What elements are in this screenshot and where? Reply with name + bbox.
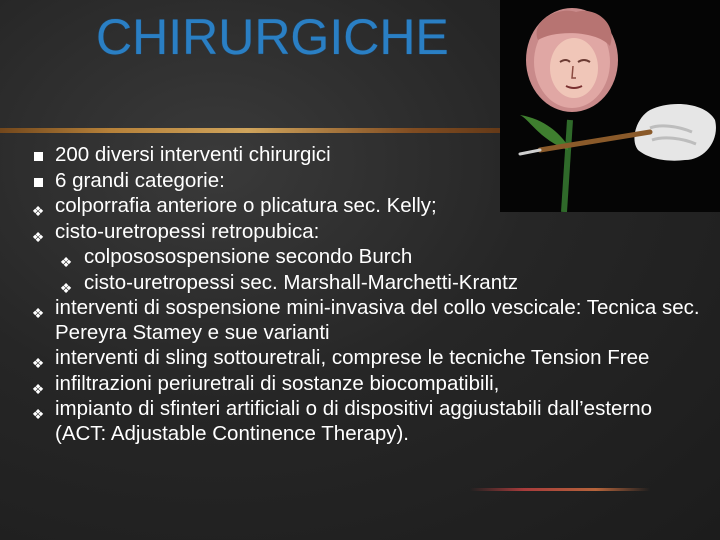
title-divider [0,128,550,133]
list-item-text: 200 diversi interventi chirurgici [55,143,331,166]
check-bullet-icon: ❖ [59,279,73,296]
list-item [28,220,708,245]
list-item [28,346,708,371]
list-item [28,194,708,219]
list-item [28,271,708,296]
list-item-text: colporrafia anteriore o plicatura sec. Kelly; [55,194,437,217]
list-item-text: impianto di sfinteri artificiali o di dispositivi aggiustabili dall’esterno (ACT: Adjustable Continence Therapy). [55,397,653,445]
check-bullet-icon: ❖ [31,305,45,321]
list-item [28,169,708,194]
page-title: CHIRURGICHE [96,9,449,65]
square-bullet-icon [28,169,48,195]
list-item-text: cisto-uretropessi sec. Marshall-Marchetti-Krantz [84,270,519,294]
square-bullet-icon [28,143,48,169]
check-bullet-icon: ❖ [59,254,73,270]
list-item [28,296,708,345]
decorative-divider [470,488,650,491]
check-bullet-icon: ❖ [31,355,45,371]
check-bullet-icon: ❖ [31,406,45,422]
list-item-text: interventi di sling sottouretrali, comprese le tecniche Tension Free [55,346,650,369]
list-item [28,143,708,168]
list-item-text: 6 grandi categorie: [55,168,225,192]
list-item [28,397,708,446]
check-bullet-icon: ❖ [31,228,45,245]
list-item [28,372,708,397]
list-item-text: interventi di sospensione mini-invasiva del collo vescicale: Tecnica sec. Pereyra Stamey e sue varianti [55,296,700,344]
check-bullet-icon: ❖ [31,380,45,397]
bullet-list [28,143,708,447]
check-bullet-icon: ❖ [31,203,45,219]
list-item-text: cisto-uretropessi retropubica: [55,219,320,243]
list-item-text: colpososospensione secondo Burch [84,245,413,268]
list-item [28,245,708,270]
list-item-text: infiltrazioni periuretrali di sostanze biocompatibili, [55,371,500,395]
